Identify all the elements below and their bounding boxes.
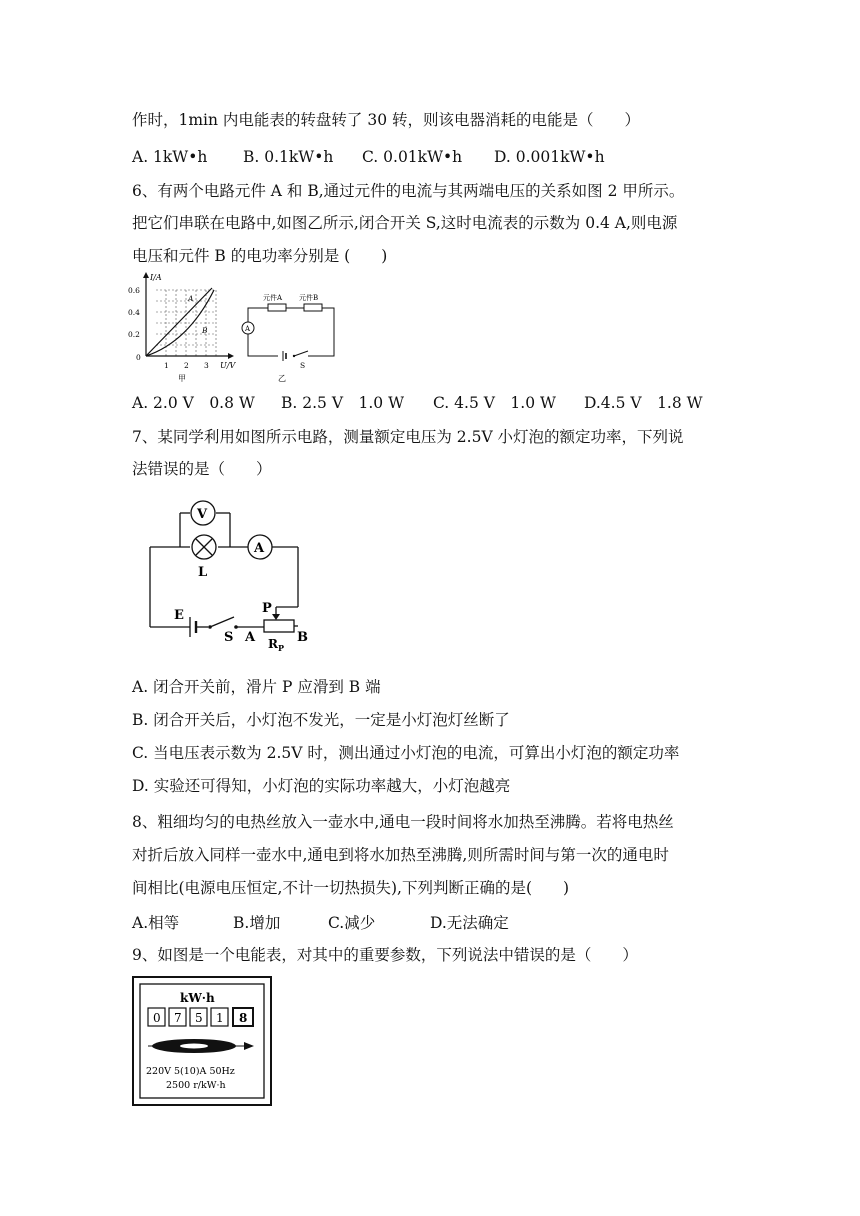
- meter-spec-line-1: 220V 5(10)A 50Hz: [146, 1066, 235, 1077]
- q6-stem-line-1: 6、有两个电路元件 A 和 B,通过元件的电流与其两端电压的关系如图 2 甲所示。: [132, 182, 685, 200]
- voltmeter-label: V: [197, 507, 208, 522]
- q7-option-b: B. 闭合开关后，小灯泡不发光，一定是小灯泡灯丝断了: [132, 711, 510, 729]
- q7-option-d: D. 实验还可得知，小灯泡的实际功率越大，小灯泡越亮: [132, 777, 511, 795]
- q9-energy-meter-figure: [132, 976, 272, 1106]
- y-tick-0: 0: [136, 353, 141, 362]
- q6-figure: [128, 270, 343, 390]
- y-axis-label: I/A: [150, 273, 162, 282]
- x-axis-label: U/V: [220, 361, 236, 370]
- q6-option-b: B. 2.5 V 1.0 W: [281, 394, 405, 412]
- q7-option-a: A. 闭合开关前，滑片 P 应滑到 B 端: [132, 678, 381, 696]
- q5-option-b: B. 0.1kW•h: [243, 148, 334, 166]
- q6-stem-line-3: 电压和元件 B 的电功率分别是 ( ): [132, 247, 388, 265]
- right-caption: 乙: [278, 374, 286, 383]
- q8-option-a: A.相等: [132, 914, 180, 932]
- q6-option-a: A. 2.0 V 0.8 W: [132, 394, 255, 412]
- q6-stem-line-2: 把它们串联在电路中,如图乙所示,闭合开关 S,这时电流表的示数为 0.4 A,则电源: [132, 214, 678, 232]
- q5-stem: 作时，1min 内电能表的转盘转了 30 转，则该电器消耗的电能是（ ）: [132, 111, 641, 129]
- slider-label: P: [262, 601, 272, 616]
- y-tick-0-6: 0.6: [128, 286, 140, 295]
- q6-option-c: C. 4.5 V 1.0 W: [433, 394, 556, 412]
- meter-spec-line-2: 2500 r/kW·h: [166, 1080, 226, 1091]
- q8-option-c: C.减少: [328, 914, 376, 932]
- meter-digit-4: 1: [216, 1011, 224, 1025]
- q9-stem: 9、如图是一个电能表，对其中的重要参数，下列说法中错误的是（ ）: [132, 946, 638, 964]
- element-b-label: 元件B: [299, 294, 319, 302]
- meter-digit-decimal: 8: [239, 1011, 248, 1025]
- q8-stem-line-1: 8、粗细均匀的电热丝放入一壶水中,通电一段时间将水加热至沸腾。若将电热丝: [132, 813, 674, 831]
- q8-stem-line-2: 对折后放入同样一壶水中,通电到将水加热至沸腾,则所需时间与第一次的通电时: [132, 846, 669, 864]
- q7-circuit-figure: [140, 495, 320, 655]
- q8-option-b: B.增加: [233, 914, 281, 932]
- q5-option-a: A. 1kW•h: [132, 148, 208, 166]
- curve-a: [146, 288, 212, 356]
- q5-option-d: D. 0.001kW•h: [494, 148, 605, 166]
- q7-option-c: C. 当电压表示数为 2.5V 时，测出通过小灯泡的电流，可算出小灯泡的额定功率: [132, 744, 680, 762]
- q8-option-d: D.无法确定: [430, 914, 509, 932]
- end-b-label: B: [297, 630, 308, 645]
- y-tick-0-2: 0.2: [128, 330, 140, 339]
- x-tick-2: 2: [184, 361, 189, 370]
- meter-digit-1: 0: [153, 1011, 161, 1025]
- left-caption: 甲: [178, 374, 186, 383]
- end-a-label: A: [245, 630, 256, 645]
- rheostat-label: $R_P$: [268, 637, 284, 653]
- ammeter-label-q7: A: [254, 541, 265, 556]
- iu-graph: [128, 272, 236, 383]
- q6-option-d: D.4.5 V 1.8 W: [584, 394, 703, 412]
- switch-label: S: [300, 361, 306, 370]
- q8-stem-line-3: 间相比(电源电压恒定,不计一切热损失),下列判断正确的是( ): [132, 879, 570, 897]
- ammeter-label: A: [245, 325, 251, 333]
- element-a-label: 元件A: [263, 294, 283, 302]
- x-tick-1: 1: [164, 361, 169, 370]
- meter-unit: kW·h: [180, 991, 215, 1005]
- q5-option-c: C. 0.01kW•h: [362, 148, 463, 166]
- y-tick-0-4: 0.4: [128, 308, 140, 317]
- curve-a-label: A: [188, 294, 194, 303]
- x-tick-3: 3: [204, 361, 209, 370]
- battery-label: E: [174, 608, 184, 623]
- meter-digit-2: 7: [174, 1011, 182, 1025]
- switch-label-q7: S: [224, 630, 234, 645]
- meter-digit-3: 5: [195, 1011, 203, 1025]
- series-circuit: [242, 293, 334, 383]
- lamp-label: L: [198, 565, 208, 580]
- q7-stem-line-1: 7、某同学利用如图所示电路，测量额定电压为 2.5V 小灯泡的额定功率，下列说: [132, 428, 684, 446]
- q7-stem-line-2: 法错误的是（ ）: [132, 460, 272, 478]
- curve-b-label: B: [202, 326, 208, 335]
